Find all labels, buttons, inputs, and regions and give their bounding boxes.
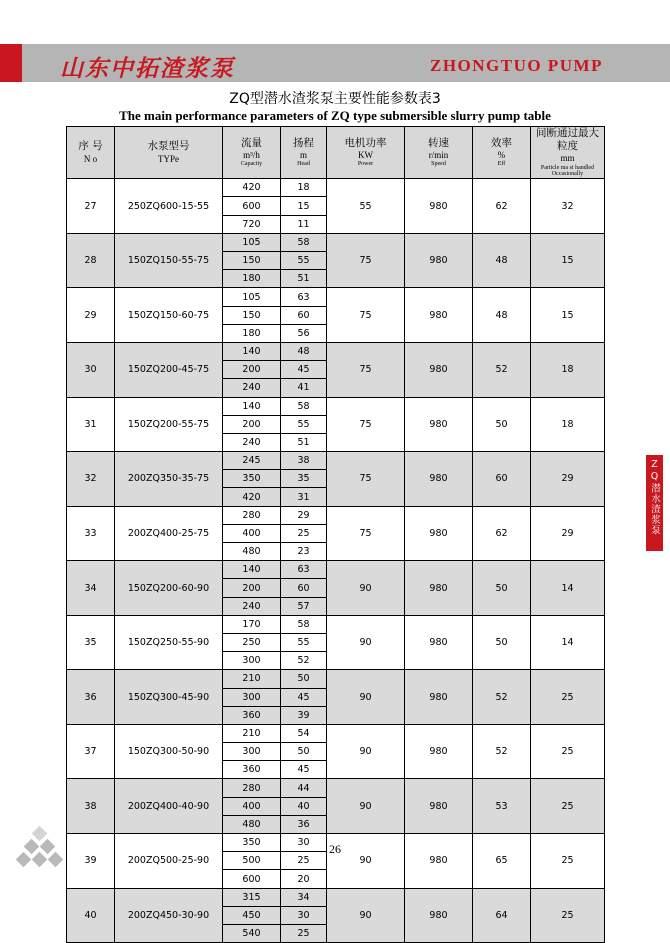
cell-head: 55	[281, 252, 327, 270]
cell-capacity: 540	[223, 924, 281, 942]
cell-power: 90	[327, 615, 405, 670]
table-row	[67, 561, 605, 579]
table-row	[67, 397, 605, 415]
cell-speed: 980	[405, 452, 473, 507]
cell-speed: 980	[405, 561, 473, 616]
column-header-efficiency	[473, 127, 531, 179]
column-header-head-sub: m	[299, 150, 307, 161]
cell-capacity: 240	[223, 433, 281, 451]
table-row	[67, 452, 605, 470]
cell-capacity: 245	[223, 452, 281, 470]
cell-model: 150ZQ150-55-75	[115, 233, 223, 288]
cell-capacity: 450	[223, 906, 281, 924]
column-header-head-en: Head	[297, 161, 310, 168]
cell-capacity: 140	[223, 561, 281, 579]
cell-power: 75	[327, 233, 405, 288]
cell-head: 25	[281, 924, 327, 942]
cell-head: 50	[281, 743, 327, 761]
cell-model: 200ZQ500-25-90	[115, 834, 223, 889]
cell-capacity: 600	[223, 197, 281, 215]
cell-head: 25	[281, 524, 327, 542]
cell-capacity: 240	[223, 379, 281, 397]
column-header-efficiency-cn: 效率	[491, 137, 512, 149]
cell-particle: 25	[531, 670, 605, 725]
cell-particle: 14	[531, 561, 605, 616]
cell-head: 52	[281, 652, 327, 670]
table-header	[67, 127, 605, 179]
cell-no: 35	[67, 615, 115, 670]
cell-head: 58	[281, 397, 327, 415]
cell-head: 38	[281, 452, 327, 470]
cell-power: 75	[327, 288, 405, 343]
cell-power: 75	[327, 506, 405, 561]
cell-speed: 980	[405, 288, 473, 343]
cell-head: 45	[281, 361, 327, 379]
cell-efficiency: 65	[473, 834, 531, 889]
cell-speed: 980	[405, 670, 473, 725]
cell-speed: 980	[405, 506, 473, 561]
cell-capacity: 400	[223, 524, 281, 542]
cell-efficiency: 52	[473, 670, 531, 725]
cell-power: 90	[327, 779, 405, 834]
cell-head: 50	[281, 670, 327, 688]
cell-head: 63	[281, 561, 327, 579]
table-row	[67, 779, 605, 797]
cell-efficiency: 50	[473, 397, 531, 452]
cell-capacity: 180	[223, 270, 281, 288]
cell-head: 51	[281, 433, 327, 451]
cell-capacity: 200	[223, 361, 281, 379]
column-header-particle-cn: 间断通过最大粒度	[536, 127, 599, 153]
cell-capacity: 280	[223, 779, 281, 797]
cell-efficiency: 48	[473, 233, 531, 288]
cell-power: 90	[327, 561, 405, 616]
column-header-speed	[405, 127, 473, 179]
cell-model: 250ZQ600-15-55	[115, 179, 223, 234]
cell-no: 29	[67, 288, 115, 343]
cell-particle: 18	[531, 342, 605, 397]
cell-particle: 15	[531, 288, 605, 343]
column-header-model-sub: TYPe	[158, 153, 179, 164]
cell-capacity: 210	[223, 670, 281, 688]
column-header-power-sub: KW	[358, 150, 373, 161]
cell-capacity: 210	[223, 724, 281, 742]
cell-capacity: 105	[223, 288, 281, 306]
cell-head: 34	[281, 888, 327, 906]
cell-particle: 18	[531, 397, 605, 452]
cell-model: 150ZQ300-45-90	[115, 670, 223, 725]
column-header-power-cn: 电机功率	[344, 137, 387, 149]
cell-capacity: 150	[223, 306, 281, 324]
cell-speed: 980	[405, 179, 473, 234]
column-header-head-cn: 扬程	[293, 137, 314, 149]
cell-head: 63	[281, 288, 327, 306]
cell-head: 45	[281, 688, 327, 706]
cell-capacity: 400	[223, 797, 281, 815]
table-header-row	[67, 127, 605, 179]
cell-model: 150ZQ250-55-90	[115, 615, 223, 670]
cell-model: 150ZQ200-55-75	[115, 397, 223, 452]
page-number: 26	[329, 842, 341, 856]
cell-model: 150ZQ200-60-90	[115, 561, 223, 616]
cell-power: 75	[327, 397, 405, 452]
cell-head: 39	[281, 706, 327, 724]
cell-no: 34	[67, 561, 115, 616]
table-row	[67, 670, 605, 688]
cell-capacity: 360	[223, 706, 281, 724]
cell-capacity: 300	[223, 652, 281, 670]
cell-head: 25	[281, 852, 327, 870]
cell-power: 75	[327, 342, 405, 397]
cell-efficiency: 50	[473, 561, 531, 616]
column-header-efficiency-sub: %	[497, 150, 506, 161]
cell-capacity: 180	[223, 324, 281, 342]
specification-table	[66, 126, 605, 943]
table-row	[67, 888, 605, 906]
column-header-power	[327, 127, 405, 179]
cell-no: 38	[67, 779, 115, 834]
cell-capacity: 315	[223, 888, 281, 906]
cell-efficiency: 48	[473, 288, 531, 343]
cell-no: 36	[67, 670, 115, 725]
cell-head: 54	[281, 724, 327, 742]
cell-capacity: 300	[223, 743, 281, 761]
side-tab-text: ZQ潜水渣浆泵	[649, 459, 660, 536]
column-header-speed-en: Speed	[431, 161, 446, 168]
cell-head: 35	[281, 470, 327, 488]
cell-particle: 25	[531, 888, 605, 943]
cell-head: 60	[281, 579, 327, 597]
cell-speed: 980	[405, 342, 473, 397]
cell-head: 56	[281, 324, 327, 342]
cell-power: 90	[327, 888, 405, 943]
cell-head: 30	[281, 906, 327, 924]
cell-power: 75	[327, 452, 405, 507]
cell-head: 30	[281, 834, 327, 852]
cell-no: 31	[67, 397, 115, 452]
cell-particle: 25	[531, 834, 605, 889]
cell-capacity: 720	[223, 215, 281, 233]
cell-head: 15	[281, 197, 327, 215]
cell-head: 51	[281, 270, 327, 288]
cell-no: 40	[67, 888, 115, 943]
table-row	[67, 615, 605, 633]
cell-efficiency: 62	[473, 179, 531, 234]
column-header-particle-sub: mm	[560, 153, 575, 164]
cell-no: 37	[67, 724, 115, 779]
cell-efficiency: 52	[473, 724, 531, 779]
cell-capacity: 480	[223, 815, 281, 833]
table-row	[67, 288, 605, 306]
cell-capacity: 140	[223, 342, 281, 360]
cell-head: 41	[281, 379, 327, 397]
cell-power: 55	[327, 179, 405, 234]
cell-particle: 15	[531, 233, 605, 288]
header-accent-block	[0, 44, 22, 82]
company-name-cn: 山东中拓渣浆泵	[60, 56, 235, 82]
cell-particle: 29	[531, 452, 605, 507]
cell-model: 200ZQ400-40-90	[115, 779, 223, 834]
cell-speed: 980	[405, 397, 473, 452]
column-header-power-en: Power	[357, 161, 374, 168]
cell-capacity: 350	[223, 470, 281, 488]
cell-efficiency: 53	[473, 779, 531, 834]
cell-head: 29	[281, 506, 327, 524]
cell-model: 200ZQ350-35-75	[115, 452, 223, 507]
cell-capacity: 105	[223, 233, 281, 251]
table-row	[67, 342, 605, 360]
cell-capacity: 250	[223, 633, 281, 651]
column-header-head	[281, 127, 327, 179]
cell-head: 23	[281, 543, 327, 561]
cell-capacity: 300	[223, 688, 281, 706]
column-header-no-cn: 序 号	[78, 140, 103, 153]
cell-particle: 14	[531, 615, 605, 670]
cell-particle: 25	[531, 779, 605, 834]
cell-head: 57	[281, 597, 327, 615]
cell-power: 90	[327, 834, 405, 889]
column-header-capacity	[223, 127, 281, 179]
cell-capacity: 420	[223, 179, 281, 197]
side-tab-label	[646, 455, 663, 551]
cell-no: 27	[67, 179, 115, 234]
cell-head: 20	[281, 870, 327, 888]
cell-head: 40	[281, 797, 327, 815]
cell-speed: 980	[405, 888, 473, 943]
cell-capacity: 350	[223, 834, 281, 852]
cell-head: 55	[281, 415, 327, 433]
cell-capacity: 150	[223, 252, 281, 270]
cell-efficiency: 62	[473, 506, 531, 561]
cell-power: 90	[327, 724, 405, 779]
cell-no: 33	[67, 506, 115, 561]
column-header-speed-sub: r/min	[428, 150, 449, 161]
cell-head: 11	[281, 215, 327, 233]
cell-head: 36	[281, 815, 327, 833]
column-header-capacity-en: Capacity	[240, 161, 263, 168]
cell-efficiency: 60	[473, 452, 531, 507]
column-header-capacity-cn: 流量	[241, 137, 262, 149]
cell-capacity: 240	[223, 597, 281, 615]
column-header-efficiency-en: Eff	[497, 161, 506, 168]
cell-speed: 980	[405, 834, 473, 889]
cell-speed: 980	[405, 779, 473, 834]
cell-speed: 980	[405, 233, 473, 288]
cell-capacity: 600	[223, 870, 281, 888]
cell-model: 150ZQ300-50-90	[115, 724, 223, 779]
cell-capacity: 200	[223, 415, 281, 433]
cell-capacity: 480	[223, 543, 281, 561]
table-row	[67, 724, 605, 742]
cell-efficiency: 50	[473, 615, 531, 670]
cell-efficiency: 64	[473, 888, 531, 943]
column-header-speed-cn: 转速	[428, 137, 449, 149]
column-header-no-sub: N o	[83, 153, 98, 164]
table-row	[67, 179, 605, 197]
cell-particle: 32	[531, 179, 605, 234]
cell-no: 28	[67, 233, 115, 288]
page-title-cn: ZQ型潜水渣浆泵主要性能参数表3	[229, 91, 441, 107]
cell-model: 150ZQ200-45-75	[115, 342, 223, 397]
decorative-diamonds	[18, 828, 86, 870]
cell-head: 44	[281, 779, 327, 797]
cell-particle: 29	[531, 506, 605, 561]
cell-capacity: 280	[223, 506, 281, 524]
table-row	[67, 233, 605, 251]
cell-no: 32	[67, 452, 115, 507]
cell-head: 55	[281, 633, 327, 651]
cell-capacity: 360	[223, 761, 281, 779]
cell-capacity: 200	[223, 579, 281, 597]
cell-efficiency: 52	[473, 342, 531, 397]
column-header-particle-en: Particle ma si handled Occasionally	[540, 164, 595, 178]
cell-capacity: 500	[223, 852, 281, 870]
table-row	[67, 506, 605, 524]
company-name-en: ZHONGTUO PUMP	[430, 56, 603, 75]
cell-head: 31	[281, 488, 327, 506]
cell-head: 60	[281, 306, 327, 324]
column-header-no	[67, 127, 115, 179]
cell-speed: 980	[405, 615, 473, 670]
cell-model: 200ZQ450-30-90	[115, 888, 223, 943]
column-header-capacity-sub: m³/h	[243, 150, 260, 161]
cell-head: 58	[281, 615, 327, 633]
cell-head: 45	[281, 761, 327, 779]
cell-head: 18	[281, 179, 327, 197]
column-header-model-cn: 水泵型号	[147, 140, 190, 153]
page-title-en: The main performance parameters of ZQ type submersible slurry pump table	[119, 108, 551, 123]
cell-model: 200ZQ400-25-75	[115, 506, 223, 561]
column-header-particle	[531, 127, 605, 179]
cell-capacity: 170	[223, 615, 281, 633]
cell-capacity: 420	[223, 488, 281, 506]
table-body	[67, 179, 605, 943]
cell-head: 58	[281, 233, 327, 251]
cell-speed: 980	[405, 724, 473, 779]
cell-head: 48	[281, 342, 327, 360]
cell-power: 90	[327, 670, 405, 725]
cell-capacity: 140	[223, 397, 281, 415]
cell-no: 30	[67, 342, 115, 397]
cell-no: 39	[67, 834, 115, 889]
column-header-model	[115, 127, 223, 179]
cell-model: 150ZQ150-60-75	[115, 288, 223, 343]
cell-particle: 25	[531, 724, 605, 779]
